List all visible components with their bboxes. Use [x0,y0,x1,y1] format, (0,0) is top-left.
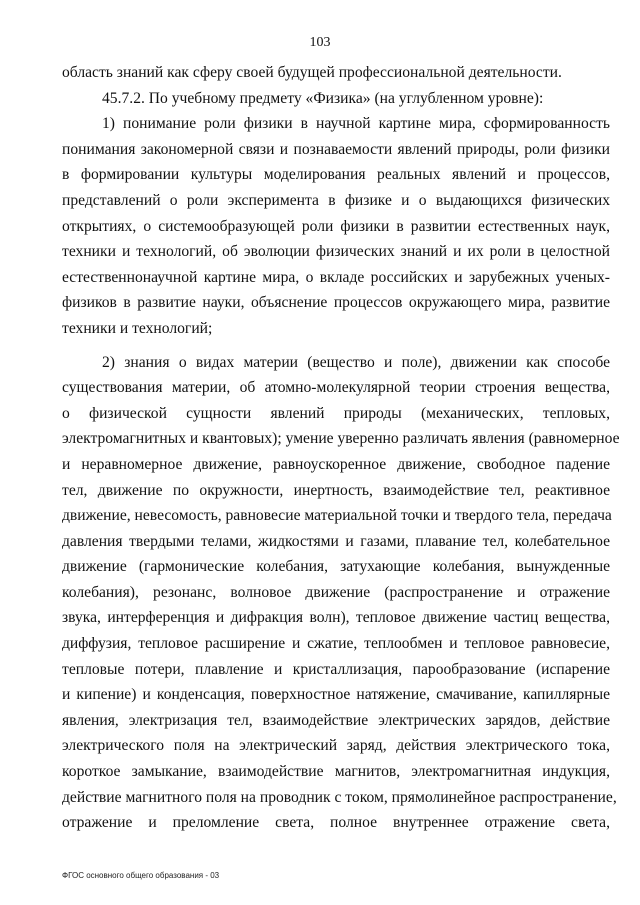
text-line: электрического поля на электрический заряд, действия электрического тока, [62,737,610,755]
text-line: существования материи, об атомно-молекулярной теории строения вещества, [62,379,610,397]
text-line: в формировании культуры моделирования реальных явлений и процессов, [62,166,610,184]
text-line: тепловые потери, плавление и кристаллизация, парообразование (испарение [62,660,610,678]
text-line: движение (гармонические колебания, затухающие колебания, вынужденные [62,558,610,576]
text-line: открытиях, о системообразующей роли физики в развитии естественных наук, [62,217,610,235]
document-body [62,60,620,836]
text-line: движение, невесомость, равновесие материальной точки и твердого тела, передача [62,507,612,525]
page-number: 103 [309,35,331,50]
text-line: 2) знания о видах материи (вещество и поле), движении как способе [102,353,610,371]
text-line: колебания), резонанс, волновое движение (распространение и отражение [62,583,610,601]
text-line: 45.7.2. По учебному предмету «Физика» (на углубленном уровне): [102,89,544,107]
text-line: звука, интерференция и дифракция волн), тепловое движение частиц вещества, [62,609,610,627]
text-line: область знаний как сферу своей будущей профессиональной деятельности. [62,64,562,81]
text-line: короткое замыкание, взаимодействие магнитов, электромагнитная индукция, [62,763,610,781]
text-line: действие магнитного поля на проводник с током, прямолинейное распространение, [62,788,617,806]
text-line: тел, движение по окружности, инертность, взаимодействие тел, реактивное [62,481,610,499]
text-line: 1) понимание роли физики в научной картине мира, сформированность [102,115,610,133]
text-line: и неравномерное движение, равноускоренное движение, свободное падение [62,455,610,473]
text-line: понимания закономерной связи и познаваемости явлений природы, роли физики [62,140,610,158]
text-line: представлений о роли эксперимента в физике и о выдающихся физических [62,191,610,209]
text-line: давления твердыми телами, жидкостями и газами, плавание тел, колебательное [62,532,610,550]
text-line: естественнонаучной картине мира, о вкладе российских и зарубежных ученых- [62,268,610,286]
text-line: отражение и преломление света, полное внутреннее отражение света, [62,814,610,832]
text-line: диффузия, тепловое расширение и сжатие, теплообмен и тепловое равновесие, [62,635,610,653]
text-line: о физической сущности явлений природы (механических, тепловых, [62,404,610,422]
text-line: техники и технологий, об эволюции физических знаний и их роли в целостной [62,243,610,261]
text-line: явления, электризация тел, взаимодействие электрических зарядов, действие [62,711,610,729]
text-line: и кипение) и конденсация, поверхностное натяжение, смачивание, капиллярные [62,686,610,704]
text-line: электромагнитных и квантовых); умение уверенно различать явления (равномерное [62,430,620,448]
text-line: физиков в развитие науки, объяснение процессов окружающего мира, развитие [62,294,610,312]
text-line: техники и технологий; [62,319,213,337]
page-footer: ФГОС основного общего образования - 03 [62,871,220,880]
